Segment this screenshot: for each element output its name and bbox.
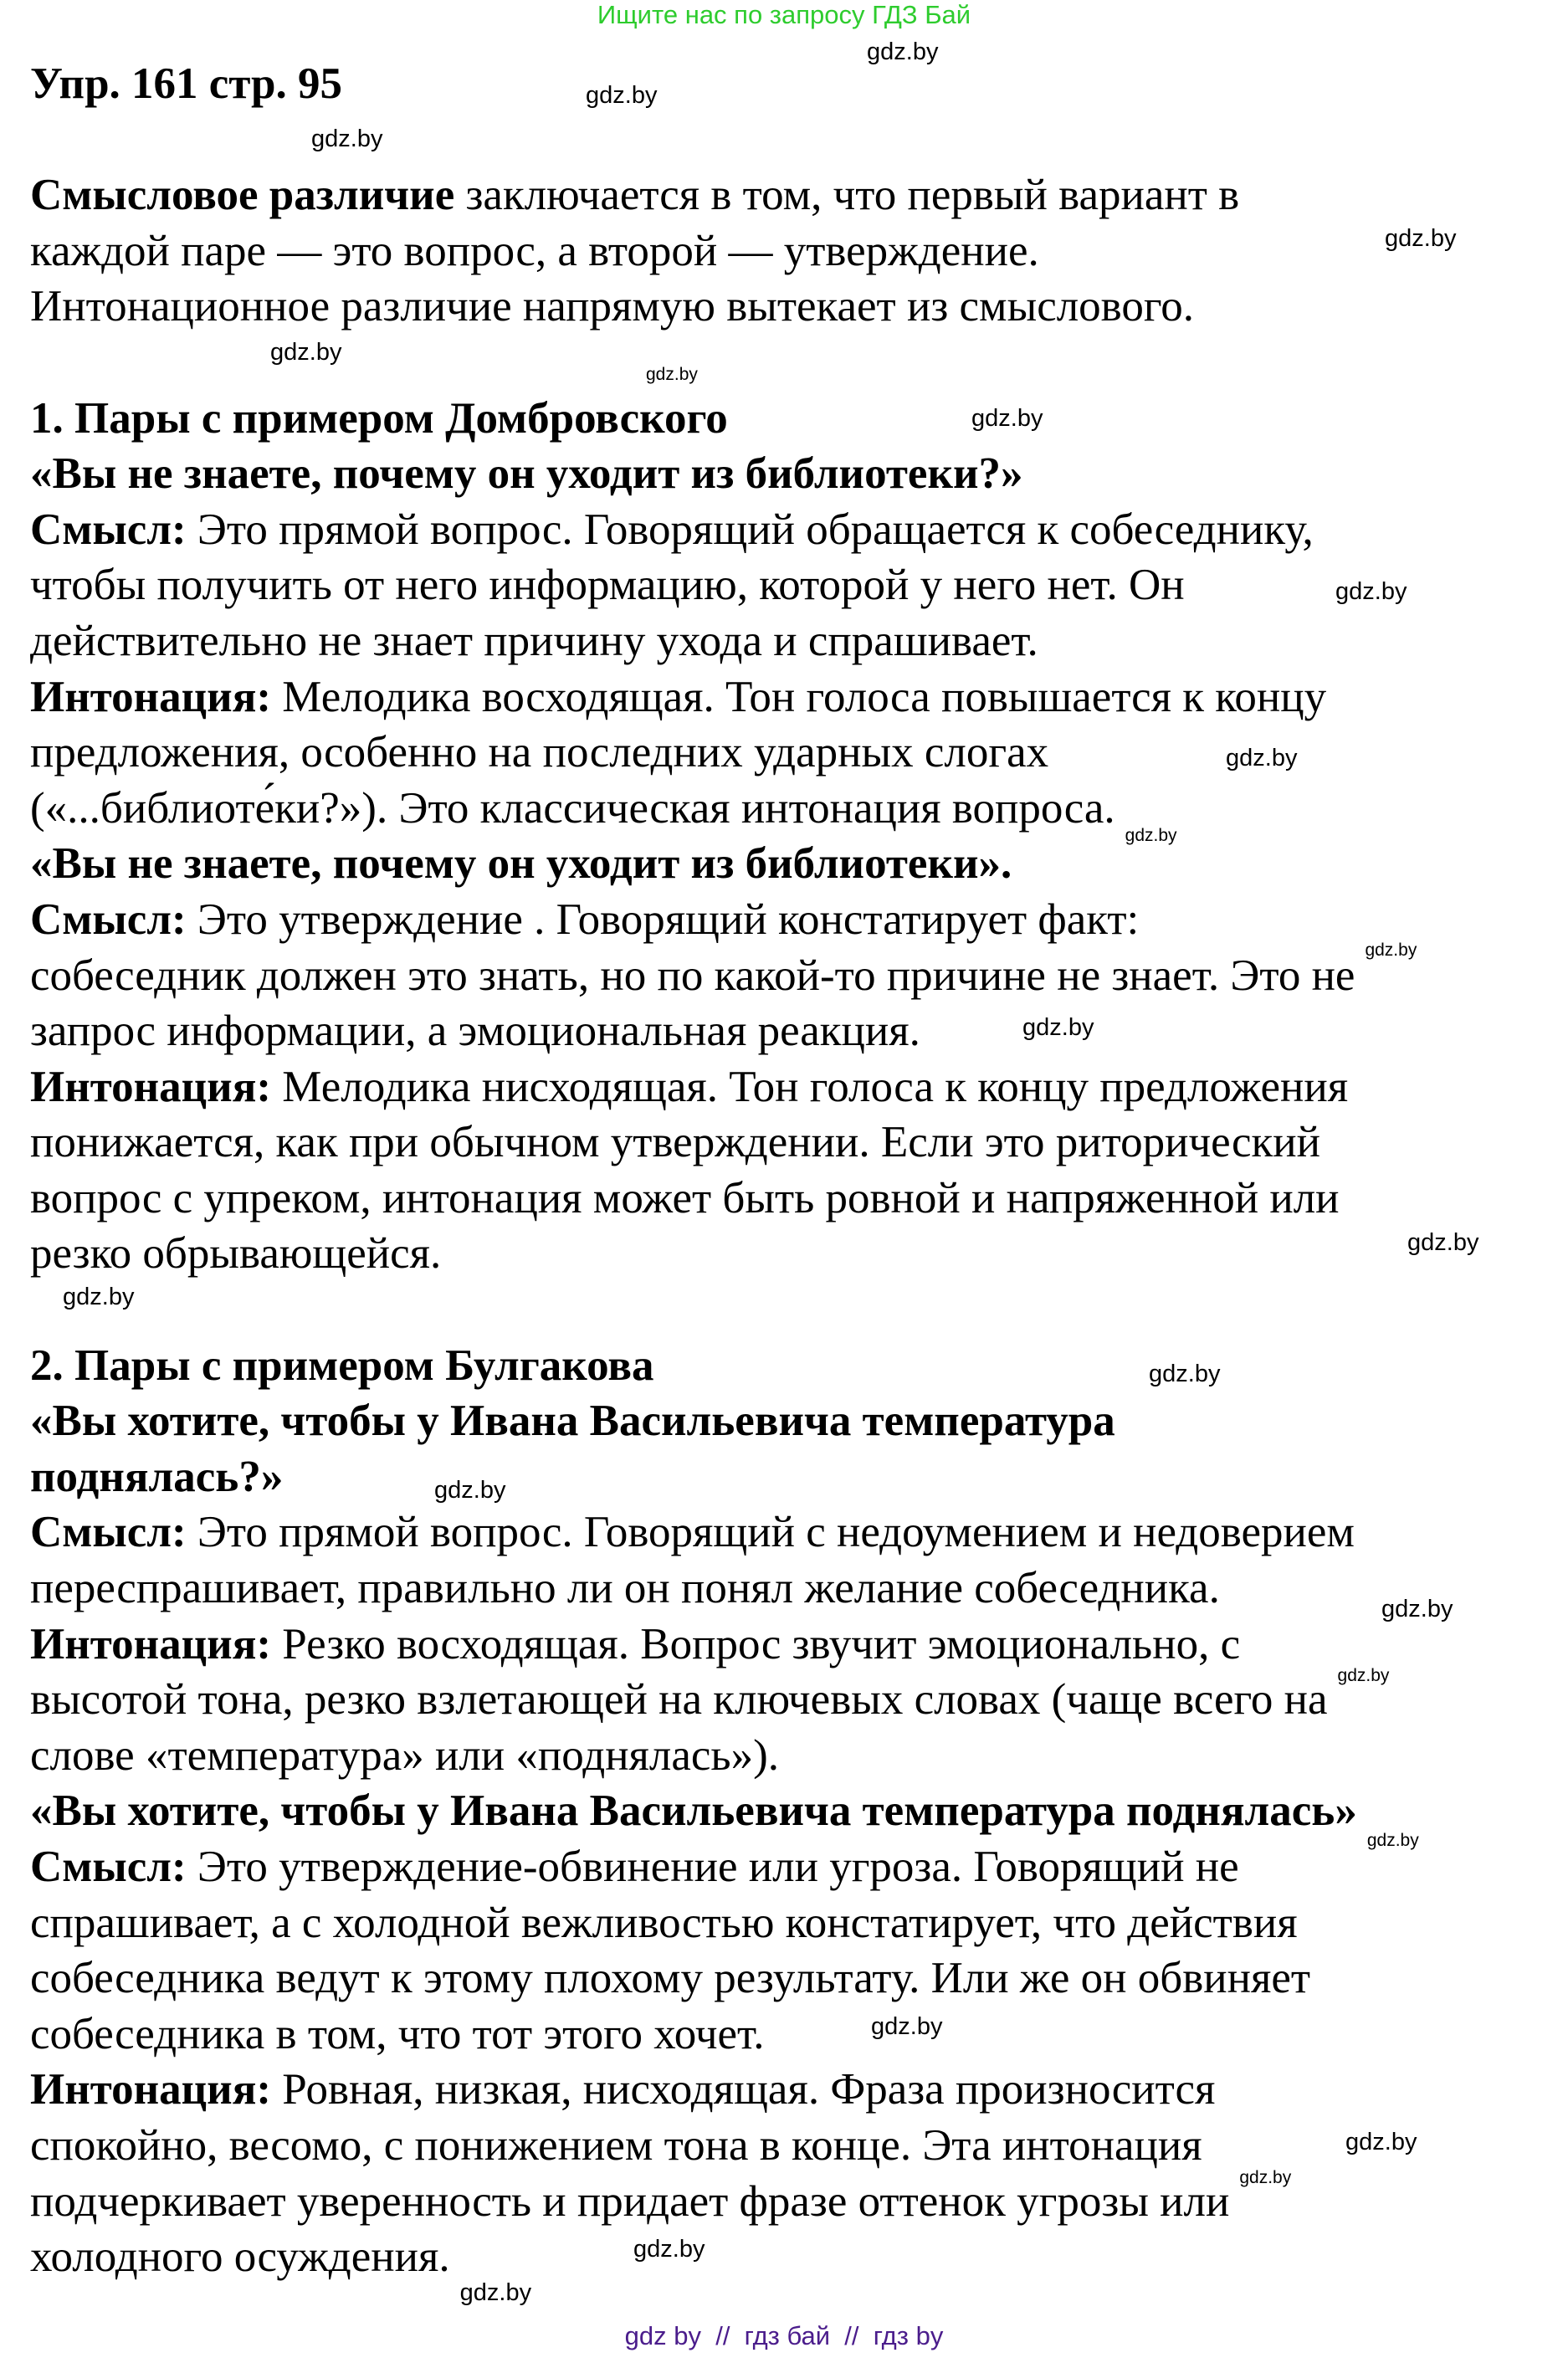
intonation-label: Интонация: (30, 2065, 272, 2114)
spacer (30, 1282, 1561, 1338)
watermark: gdz.by (434, 1477, 506, 1504)
text: Это утверждение-обвинение или угроза. Говорящий не (186, 1843, 1239, 1891)
watermark: gdz.by (1366, 1831, 1419, 1850)
text-line: подчеркивает уверенность и придает фразе оттенок угрозы или (30, 2176, 1230, 2226)
text-line (30, 1504, 1561, 1561)
intonation-label: Интонация: (30, 672, 272, 721)
page-title: Упр. 161 стр. 95 (30, 59, 342, 108)
text-line (30, 892, 1561, 948)
watermark: gdz.by (1381, 1596, 1453, 1622)
text-line: резко обрывающейся. (30, 1229, 442, 1279)
watermark: gdz.by (867, 38, 939, 65)
watermark: gdz.by (1407, 1229, 1479, 1256)
spacer (30, 112, 1561, 168)
watermark: gdz.by (1365, 941, 1417, 960)
text-line: собеседник должен это знать, но по какой-то причине не знает. Это не (30, 951, 1355, 1000)
text-line: переспрашивает, правильно ли он понял желание собеседника. (30, 1564, 1220, 1613)
example-quote: «Вы не знаете, почему он уходит из библиотеки?» (30, 449, 1023, 499)
section-heading: 2. Пары с примером Булгакова (30, 1340, 654, 1390)
text-line: («...библиоте́ки?»). Это классическая интонация вопроса. (30, 783, 1115, 833)
text-line (30, 1839, 1561, 1895)
watermark: gdz.by (1022, 1014, 1094, 1041)
watermark: gdz.by (1385, 225, 1457, 252)
text: Ровная, низкая, нисходящая. Фраза произносится (271, 2065, 1216, 2114)
intro-bold: Смысловое различие (30, 171, 455, 220)
text: Мелодика восходящая. Тон голоса повышается к концу (271, 672, 1327, 721)
text-line: высотой тона, резко взлетающей на ключевых словах (чаще всего на (30, 1675, 1328, 1725)
text-line: вопрос с упреком, интонация может быть ровной и напряженной или (30, 1173, 1340, 1222)
text-line (30, 1617, 1561, 1673)
sense-label: Смысл: (30, 1843, 187, 1891)
watermark: gdz.by (1239, 2168, 1292, 2187)
text: Мелодика нисходящая. Тон голоса к концу предложения (271, 1062, 1349, 1111)
text-line (30, 2062, 1561, 2118)
sense-label: Смысл: (30, 505, 187, 554)
example-quote: «Вы не знаете, почему он уходит из библиотеки». (30, 839, 1012, 889)
watermark: gdz.by (1335, 578, 1407, 605)
watermark: gdz.by (1226, 745, 1298, 771)
sense-label: Смысл: (30, 1508, 187, 1557)
intonation-label: Интонация: (30, 1062, 272, 1111)
text-line (30, 1059, 1561, 1115)
intro-line (30, 167, 1561, 223)
text-line: собеседника в том, что тот этого хочет. (30, 2009, 765, 2058)
text: Это прямой вопрос. Говорящий с недоумением и недоверием (186, 1508, 1355, 1557)
text-line: предложения, особенно на последних ударных слогах (30, 728, 1049, 777)
text-line: слове «температура» или «поднялась»). (30, 1730, 779, 1780)
example-quote: «Вы хотите, чтобы у Ивана Васильевича температура (30, 1397, 1115, 1446)
text-line (30, 669, 1561, 725)
watermark: gdz.by (871, 2013, 943, 2040)
intro-text: заключается в том, что первый вариант в (454, 171, 1240, 220)
watermark: gdz.by (633, 2236, 705, 2263)
text: Резко восходящая. Вопрос звучит эмоционально, с (271, 1619, 1241, 1668)
text-line (30, 502, 1561, 558)
watermark: gdz.by (1125, 826, 1177, 845)
spacer (30, 335, 1561, 391)
watermark: gdz.by (63, 1284, 135, 1310)
text-line: понижается, как при обычном утверждении. Если это риторический (30, 1118, 1320, 1167)
watermark: gdz.by (971, 405, 1043, 432)
watermark: gdz.by (1337, 1666, 1390, 1685)
text: Это утверждение . Говорящий констатирует факт: (186, 894, 1140, 944)
sense-label: Смысл: (30, 894, 187, 944)
watermark: gdz.by (586, 82, 658, 109)
text-line: действительно не знает причину ухода и спрашивает. (30, 616, 1038, 665)
text-line: собеседника ведут к этому плохому результату. Или же он обвиняет (30, 1954, 1311, 2003)
footer-links[interactable]: gdz by // гдз бай // гдз by (624, 2321, 944, 2350)
watermark: gdz.by (646, 365, 698, 384)
intro-line: Интонационное различие напрямую вытекает из смыслового. (30, 282, 1194, 331)
document-body (30, 56, 1561, 2285)
text-line: чтобы получить от него информацию, которой у него нет. Он (30, 561, 1185, 610)
section-heading: 1. Пары с примером Домбровского (30, 393, 728, 443)
text-line: спокойно, весомо, с понижением тона в конце. Эта интонация (30, 2120, 1202, 2170)
text-line: запрос информации, а эмоциональная реакция. (30, 1007, 920, 1056)
watermark: gdz.by (459, 2279, 532, 2306)
example-quote: поднялась?» (30, 1452, 284, 1501)
watermark: gdz.by (1149, 1361, 1221, 1387)
watermark: gdz.by (311, 126, 383, 152)
text-line: холодного осуждения. (30, 2232, 450, 2282)
intro-line: каждой паре — это вопрос, а второй — утверждение. (30, 226, 1039, 275)
watermark: gdz.by (270, 339, 342, 366)
text-line: спрашивает, а с холодной вежливостью констатирует, что действия (30, 1898, 1298, 1947)
example-quote: «Вы хотите, чтобы у Ивана Васильевича температура поднялась» (30, 1786, 1357, 1836)
intonation-label: Интонация: (30, 1619, 272, 1668)
search-banner[interactable]: Ищите нас по запросу ГДЗ Бай (597, 0, 971, 29)
watermark: gdz.by (1345, 2129, 1417, 2155)
text: Это прямой вопрос. Говорящий обращается к собеседнику, (186, 505, 1314, 554)
